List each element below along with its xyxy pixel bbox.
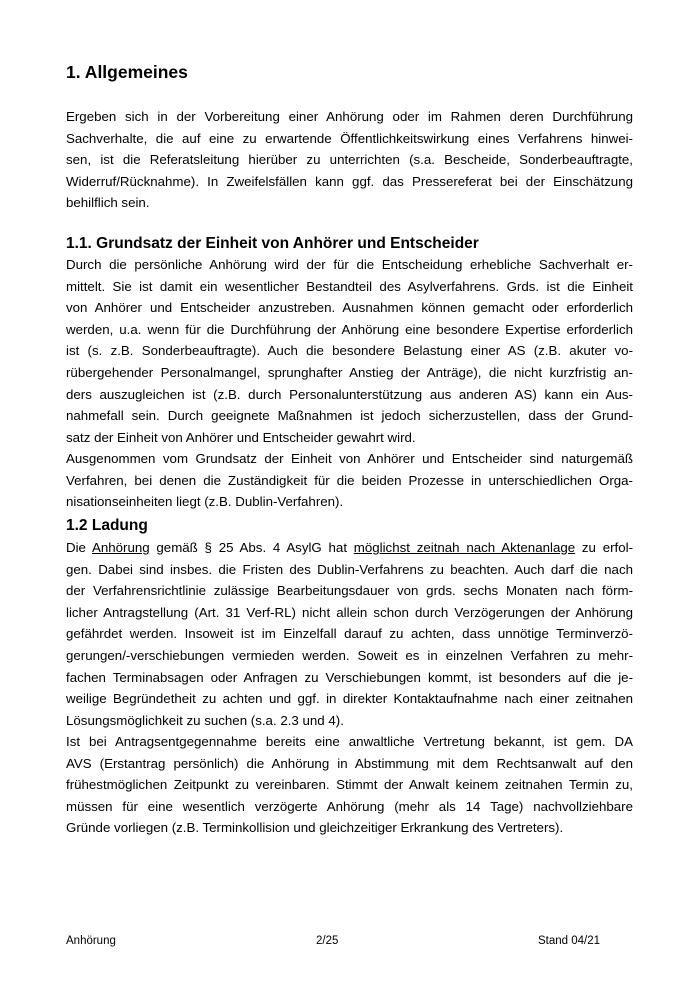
text-line: AVS (Erstantrag persönlich) die Anhörung in Abstimmung mit dem Rechtsanwalt auf den	[66, 755, 633, 771]
text-line: ders auszugleichen ist (z.B. durch Personalunterstützung aus anderen AS) kann ein Aus-	[66, 386, 633, 402]
text-line: Widerruf/Rücknahme). In Zweifelsfällen kann ggf. das Pressereferat bei der Einschätzung	[66, 173, 633, 189]
text-line: nahmefall sein. Durch geeignete Maßnahmen ist jedoch sicherzustellen, dass der Grund-	[66, 408, 633, 424]
text-line: Lösungsmöglichkeit zu suchen (s.a. 2.3 und 4).	[66, 712, 344, 728]
text-segment: zu erfol-	[575, 540, 633, 555]
text-line: Verfahren, bei denen die Zuständigkeit für die beiden Prozesse in unterschiedlichen Orga-	[66, 472, 633, 488]
section-heading-allgemeines: 1. Allgemeines	[66, 62, 188, 82]
text-segment: gemäß § 25 Abs. 4 AsylG hat	[149, 540, 354, 555]
paragraph-ladung-1	[66, 537, 633, 731]
footer-left: Anhörung	[66, 935, 116, 947]
text-line: gerungen/-verschiebungen vermieden werden. Soweit es in einzelnen Verfahren zu mehr-	[66, 647, 633, 663]
footer-right: Stand 04/21	[538, 935, 601, 947]
text-line: gen. Dabei sind insbes. die Fristen des Dublin-Verfahrens zu beachten. Auch darf die nach	[66, 561, 633, 577]
text-line: Durch die persönliche Anhörung wird der für die Entscheidung erhebliche Sachverhalt er-	[66, 257, 633, 272]
text-line: Gründe vorliegen (z.B. Terminkollision und gleichzeitiger Erkrankung des Vertreters).	[66, 820, 564, 836]
text-line: licher Antragstellung (Art. 31 Verf-RL) nicht allein schon durch Verzögerungen der Anhörung	[66, 604, 633, 620]
text-line: müssen für eine wesentlich verzögerte Anhörung (mehr als 14 Tage) nachvollziehbare	[66, 798, 633, 814]
text-line-first	[66, 537, 633, 559]
text-line: rübergehender Personalmangel, sprunghafter Anstieg der Anträge), die nicht kurzfristig an-	[66, 364, 633, 380]
text-line: mittelt. Sie ist damit ein wesentlicher Bestandteil des Asylverfahrens. Grds. ist die Einheit	[66, 278, 633, 294]
text-segment: Die	[66, 540, 92, 555]
text-line: Ist bei Antragsentgegennahme bereits eine anwaltliche Vertretung bekannt, ist gem. DA	[66, 734, 633, 749]
text-line: von Anhörer und Entscheider anzustreben. Ausnahmen können gemacht oder erforderlich	[66, 300, 633, 316]
text-line: Sachverhalte, die auf eine zu erwartende Öffentlichkeitswirkung eines Verfahrens hinwei-	[66, 130, 633, 146]
text-line: behilflich sein.	[66, 195, 150, 211]
underlined-term-anhoerung: Anhörung	[91, 540, 150, 555]
section-heading-grundsatz: 1.1. Grundsatz der Einheit von Anhörer und Entscheider	[66, 235, 479, 252]
text-line: nisationseinheiten liegt (z.B. Dublin-Verfahren).	[66, 494, 344, 510]
text-line: der Verfahrensrichtlinie zulässige Bearbeitungsdauer von grds. sechs Monaten nach förm-	[66, 583, 633, 599]
text-line: gefährdet werden. Insoweit ist im Einzelfall darauf zu achten, dass unnötige Terminverzö-	[66, 626, 633, 642]
underlined-term-zeitnah: möglichst zeitnah nach Aktenanlage	[353, 540, 576, 555]
text-line: sen, ist die Referatsleitung hierüber zu unterrichten (s.a. Bescheide, Sonderbeauftragte,	[66, 152, 633, 168]
text-line: satz der Einheit von Anhörer und Entscheider gewahrt wird.	[66, 429, 416, 445]
text-line: fachen Terminabsagen oder Anfragen zu Verschiebungen kommt, ist besonders auf die je-	[66, 669, 633, 685]
paragraph-grundsatz-1	[66, 254, 633, 448]
text-line: ist (s. z.B. Sonderbeauftragte). Auch die besondere Belastung einer AS (z.B. akuter vo-	[66, 343, 633, 359]
paragraph-allgemeines	[66, 106, 633, 214]
paragraph-ladung-2	[66, 731, 633, 839]
footer-page-number: 2/25	[316, 935, 339, 947]
section-heading-ladung: 1.2 Ladung	[66, 517, 148, 534]
text-line: Ergeben sich in der Vorbereitung einer Anhörung oder im Rahmen deren Durchführung	[66, 109, 633, 124]
text-line: werden, u.a. wenn für die Durchführung der Anhörung eine besondere Expertise erforderlich	[66, 321, 633, 337]
text-line: Ausgenommen vom Grundsatz der Einheit von Anhörer und Entscheider sind naturgemäß	[66, 451, 633, 466]
text-line: frühestmöglichen Zeitpunkt zu vereinbaren. Stimmt der Anwalt keinem zeitnahen Termin zu,	[66, 777, 633, 793]
paragraph-grundsatz-2	[66, 448, 633, 513]
text-line: weilige Begründetheit zu achten und ggf. in direkter Kontaktaufnahme nach einer zeitnahen	[66, 691, 633, 707]
